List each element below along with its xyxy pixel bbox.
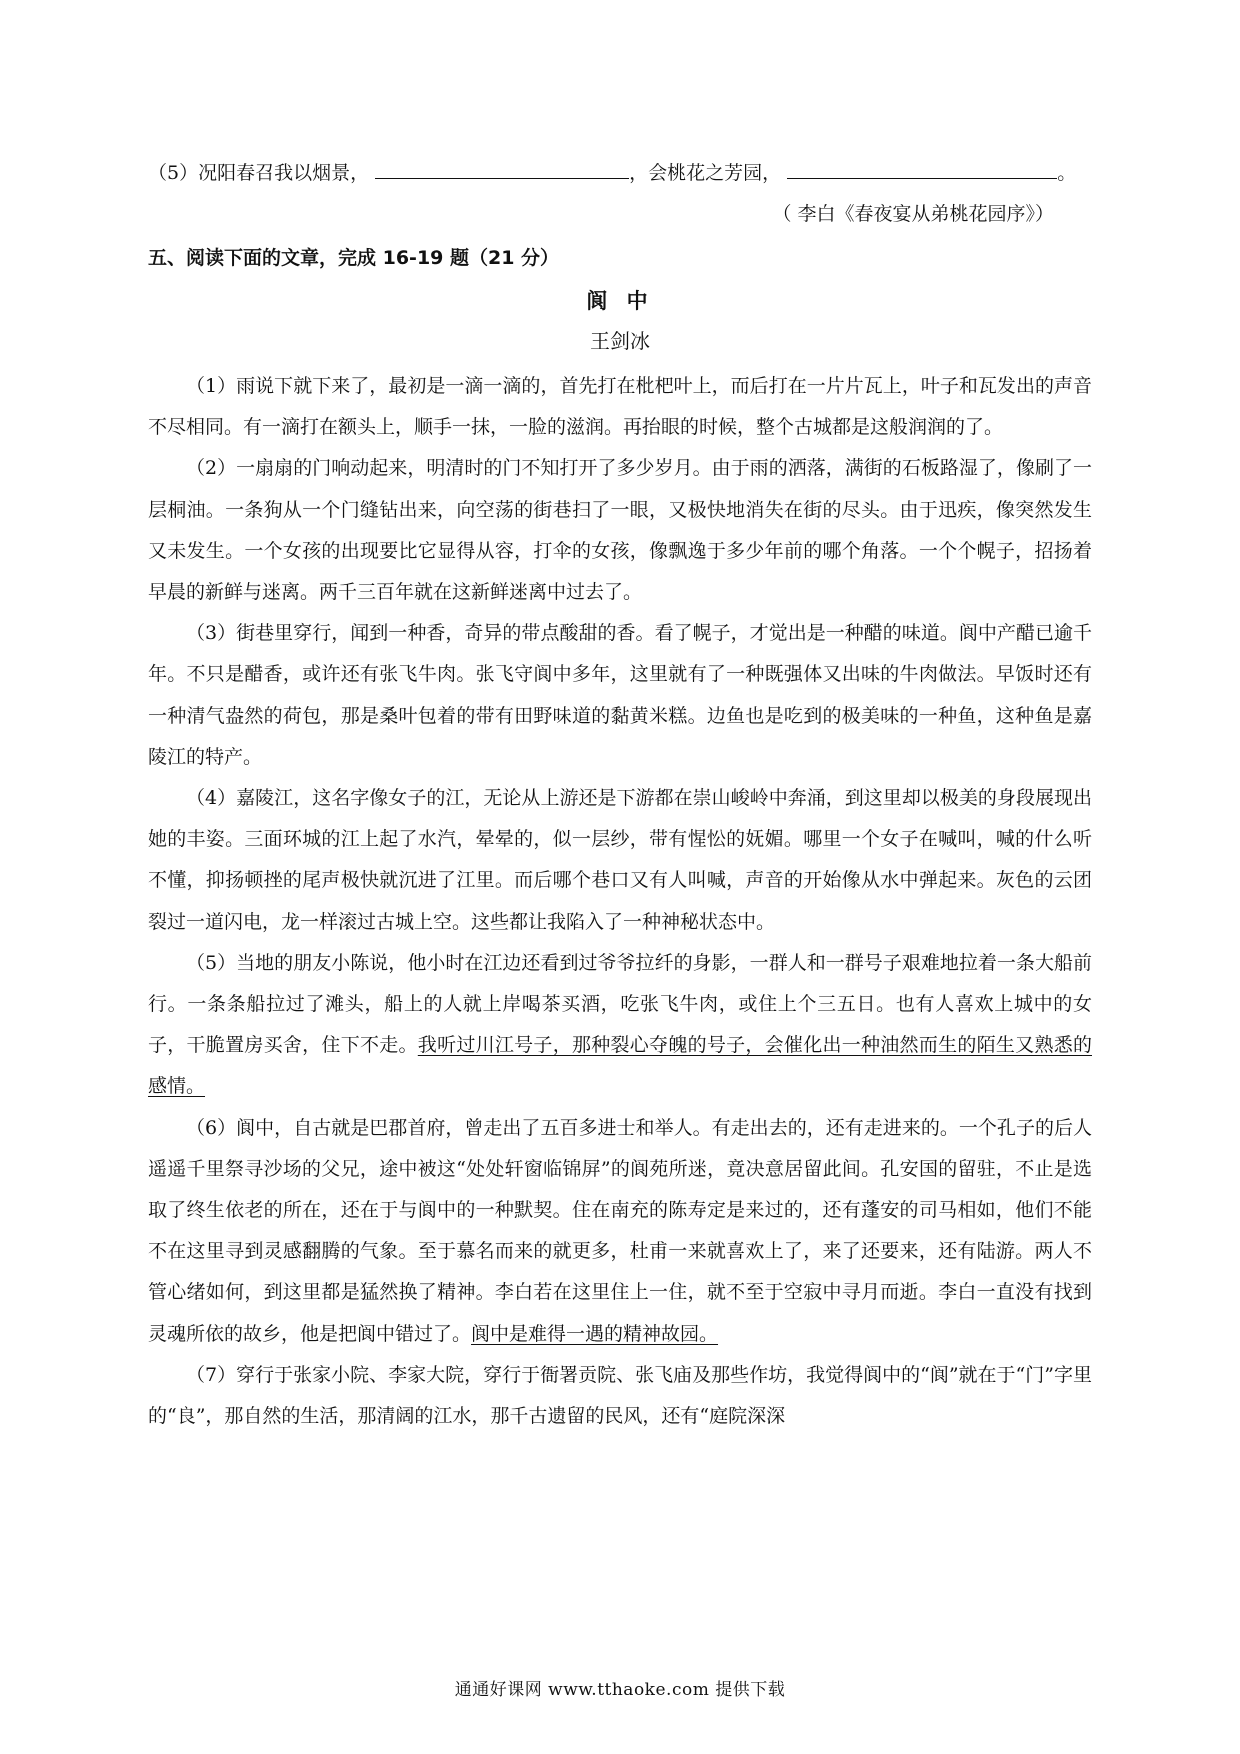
paragraph-text: （4）嘉陵江，这名字像女子的江，无论从上游还是下游都在崇山峻岭中奔涌，到这里却以极美的身段展现出她的丰姿。三面环城的江上起了水汽，晕晕的，似一层纱，带有惺忪的妩媚。哪里一个女子在喊叫，喊的什么听不懂，抑扬顿挫的尾声极快就沉进了江里。而后哪个巷口又有人叫喊，声音的开始像从水中弹起来。灰色的云团裂过一道闪电，龙一样滚过古城上空。这些都让我陷入了一种神秘状态中。 bbox=[148, 787, 1092, 933]
article-title: 阆 中 bbox=[586, 289, 654, 313]
paragraph-text: （5）当地的朋友小陈说，他小时在江边还看到过爷爷拉纤的身影，一群人和一群号子艰难地拉着一条大船前行。一条条船拉过了滩头，船上的人就上岸喝茶买酒，吃张飞牛肉，或住上个三五日。也有人喜欢上城中的女子，干脆置房买舍，住下不走。 bbox=[148, 951, 1092, 1057]
paragraph-text: （6）阆中，自古就是巴郡首府，曾走出了五百多进士和举人。有走出去的，还有走进来的。一个孔子的后人遥遥千里祭寻沙场的父兄，途中被这“处处轩窗临锦屏”的阆苑所迷，竟决意居留此间。孔安国的留驻，不止是选取了终生依老的所在，还在于与阆中的一种默契。住在南充的陈寿定是来过的，还有蓬安的司马相如，他们不能不在这里寻到灵感翻腾的气象。至于慕名而来的就更多，杜甫一来就喜欢上了，来了还要来，还有陆游。两人不管心绪如何，到这里都是猛然换了精神。李白若在这里住上一住，就不至于空寂中寻月而逝。李白一直没有找到灵魂所依的故乡，他是把阆中错过了。 bbox=[148, 1116, 1092, 1345]
underlined-sentence: 阆中是难得一遇的精神故园。 bbox=[471, 1322, 719, 1345]
paragraph-6 bbox=[148, 1108, 1092, 1355]
quote-separator: ， bbox=[629, 162, 649, 184]
paragraph-2 bbox=[148, 448, 1092, 613]
quote-part-1: 况阳春召我以烟景， bbox=[198, 162, 370, 184]
paragraph-text: （7）穿行于张家小院、李家大院，穿行于衙署贡院、张飞庙及那些作坊，我觉得阆中的“阆”就在于“门”字里的“良”，那自然的生活，那清阔的江水，那千古遗留的民风，还有“庭院深深 bbox=[148, 1363, 1092, 1428]
article-body bbox=[148, 366, 1092, 1437]
paragraph-7 bbox=[148, 1355, 1092, 1437]
page-footer: 通通好课网 www.tthaoke.com 提供下载 bbox=[454, 1680, 786, 1700]
section-heading: 五、阅读下面的文章，完成 16-19 题（21 分） bbox=[148, 247, 560, 269]
underlined-sentence: 我听过川江号子，那种裂心夺魄的号子，会催化出一种油然而生的陌生又熟悉的感情。 bbox=[148, 1034, 1092, 1098]
answer-blank-1[interactable] bbox=[375, 156, 629, 179]
paragraph-5 bbox=[148, 943, 1092, 1108]
answer-blank-2[interactable] bbox=[787, 156, 1057, 179]
question-5-line bbox=[148, 156, 1092, 189]
paragraph-4 bbox=[148, 778, 1092, 943]
quote-part-2: 会桃花之芳园， bbox=[648, 162, 782, 184]
paragraph-3 bbox=[148, 613, 1092, 778]
paragraph-text: （1）雨说下就下来了，最初是一滴一滴的，首先打在枇杷叶上，而后打在一片片瓦上，叶子和瓦发出的声音不尽相同。有一滴打在额头上，顺手一抹，一脸的滋润。再抬眼的时候，整个古城都是这般润润的了。 bbox=[148, 375, 1092, 439]
paragraph-text: （2）一扇扇的门响动起来，明清时的门不知打开了多少岁月。由于雨的洒落，满街的石板路湿了，像刷了一层桐油。一条狗从一个门缝钻出来，向空荡的街巷扫了一眼，又极快地消失在街的尽头。由于迅疾，像突然发生又未发生。一个女孩的出现要比它显得从容，打伞的女孩，像飘逸于多少年前的哪个角落。一个个幌子，招扬着早晨的新鲜与迷离。两千三百年就在这新鲜迷离中过去了。 bbox=[148, 457, 1092, 604]
question-number: （5） bbox=[148, 162, 199, 184]
paragraph-1 bbox=[148, 366, 1092, 448]
quote-end: 。 bbox=[1057, 162, 1077, 184]
quote-source: （ 李白《春夜宴从弟桃花园序》） bbox=[772, 203, 1054, 225]
paragraph-text: （3）街巷里穿行，闻到一种香，奇异的带点酸甜的香。看了幌子，才觉出是一种醋的味道。阆中产醋已逾千年。不只是醋香，或许还有张飞牛肉。张飞守阆中多年，这里就有了一种既强体又出味的牛肉做法。早饭时还有一种清气盎然的荷包，那是桑叶包着的带有田野味道的黏黄米糕。边鱼也是吃到的极美味的一种鱼，这种鱼是嘉陵江的特产。 bbox=[148, 622, 1092, 768]
article-author: 王剑冰 bbox=[590, 329, 650, 353]
